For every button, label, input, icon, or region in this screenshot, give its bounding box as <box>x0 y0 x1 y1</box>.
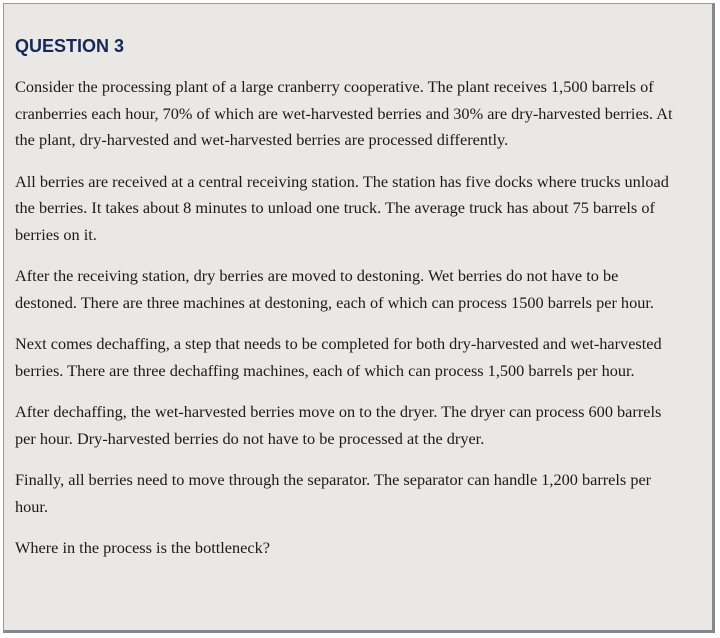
paragraph-destoning: After the receiving station, dry berries are moved to destoning. Wet berries do not have to be destoned. There are three machines at destoning, each of which can process 1500 barrels per hour. <box>15 266 654 312</box>
paragraph-separator: Finally, all berries need to move through the separator. The separator can handle 1,200 barrels per hour. <box>15 470 652 516</box>
paragraph-intro: Consider the processing plant of a large cranberry cooperative. The plant receives 1,500 barrels of cranberries each hour, 70% of which are wet-harvested berries and 30% are dry-harvested berries. At the plant, dry-harvested and wet-harvested berries are processed differently. <box>15 77 673 149</box>
paragraph-dryer: After dechaffing, the wet-harvested berries move on to the dryer. The dryer can process 600 barrels per hour. Dry-harvested berries do not have to be processed at the dryer. <box>15 402 662 448</box>
question-title: QUESTION 3 <box>15 36 125 56</box>
paragraph-receiving: All berries are received at a central receiving station. The station has five docks where trucks unload the berries. It takes about 8 minutes to unload one truck. The average truck has about 75 barrels of berries on it. <box>15 171 669 244</box>
question-panel <box>3 3 715 633</box>
paragraph-dechaffing: Next comes dechaffing, a step that needs to be completed for both dry-harvested and wet-harvested berries. There are three dechaffing machines, each of which can process 1,500 barrels per hour. <box>15 334 662 380</box>
question-prompt: Where in the process is the bottleneck? <box>15 538 270 557</box>
question-body <box>15 74 715 577</box>
